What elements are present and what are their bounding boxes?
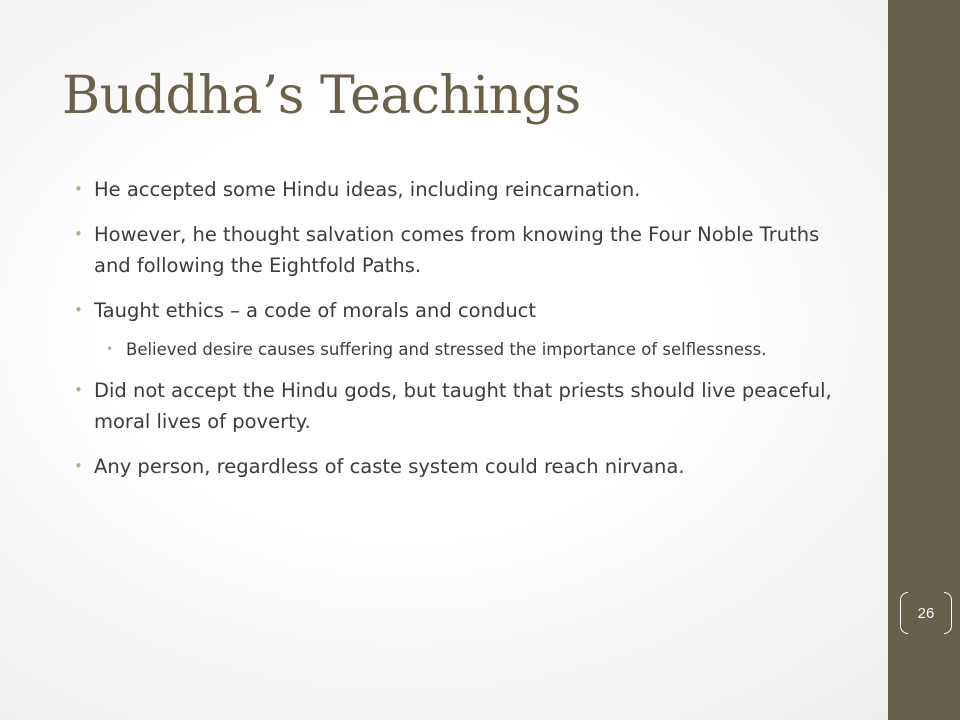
slide-number — [900, 592, 952, 634]
slide-title: Buddha’s Teachings — [62, 66, 581, 126]
bullet-item: • Did not accept the Hindu gods, but taught that priests should live peaceful, moral lives of poverty. — [74, 375, 844, 437]
sub-bullet-item: • Believed desire causes suffering and stressed the importance of selflessness. — [106, 336, 844, 363]
bullet-list — [74, 174, 844, 496]
bullet-item: • However, he thought salvation comes from knowing the Four Noble Truths and following the Eightfold Paths. — [74, 219, 844, 281]
slide-number-text: 26 — [917, 604, 935, 622]
right-bracket-decoration — [944, 592, 952, 634]
bullet-item: • Taught ethics – a code of morals and conduct — [74, 295, 844, 326]
left-bracket-decoration — [900, 592, 908, 634]
bullet-item: • Any person, regardless of caste system could reach nirvana. — [74, 451, 844, 482]
bullet-item: • He accepted some Hindu ideas, including reincarnation. — [74, 174, 844, 205]
